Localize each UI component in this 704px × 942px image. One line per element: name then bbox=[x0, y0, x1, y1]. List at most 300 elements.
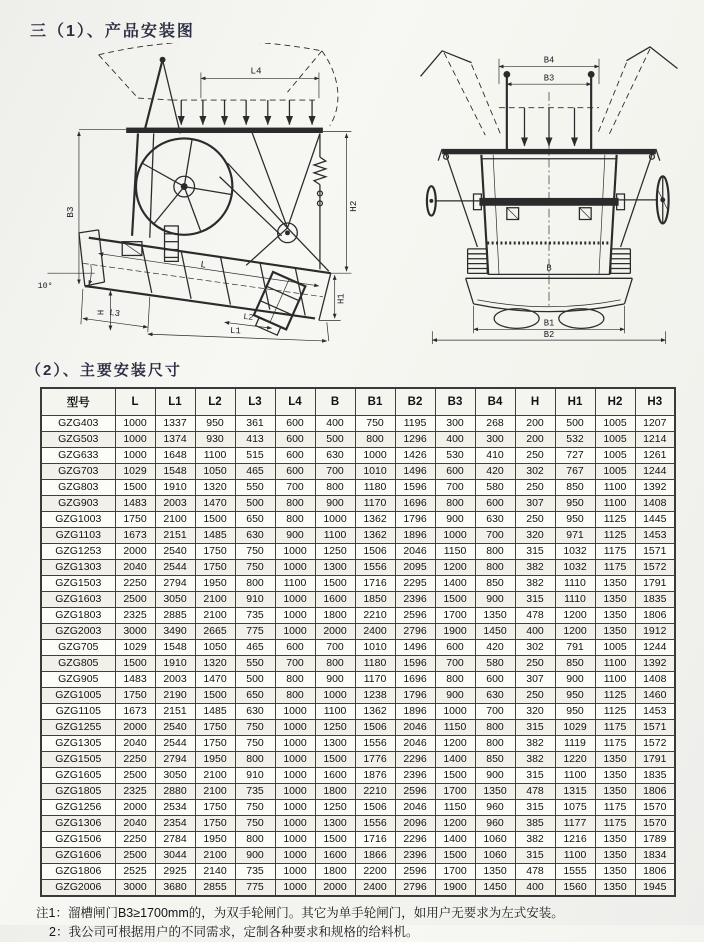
value-cell: 320 bbox=[515, 703, 555, 719]
value-cell: 600 bbox=[475, 671, 515, 687]
value-cell: 1250 bbox=[315, 799, 355, 815]
value-cell: 1750 bbox=[195, 735, 235, 751]
value-cell: 1700 bbox=[435, 863, 475, 879]
value-cell: 1362 bbox=[355, 527, 395, 543]
value-cell: 1374 bbox=[155, 431, 195, 447]
value-cell: 1150 bbox=[435, 719, 475, 735]
column-header: H1 bbox=[555, 388, 595, 415]
model-cell: GZG1306 bbox=[41, 815, 115, 831]
value-cell: 1555 bbox=[555, 863, 595, 879]
value-cell: 550 bbox=[235, 479, 275, 495]
value-cell: 302 bbox=[515, 639, 555, 655]
value-cell: 1100 bbox=[595, 479, 635, 495]
value-cell: 382 bbox=[515, 831, 555, 847]
value-cell: 1350 bbox=[595, 879, 635, 896]
value-cell: 1110 bbox=[555, 575, 595, 591]
column-header: L4 bbox=[275, 388, 315, 415]
value-cell: 850 bbox=[555, 479, 595, 495]
value-cell: 478 bbox=[515, 863, 555, 879]
value-cell: 420 bbox=[475, 463, 515, 479]
value-cell: 1460 bbox=[635, 687, 675, 703]
value-cell: 1214 bbox=[635, 431, 675, 447]
value-cell: 1100 bbox=[315, 527, 355, 543]
value-cell: 700 bbox=[315, 463, 355, 479]
value-cell: 1060 bbox=[475, 847, 515, 863]
value-cell: 1506 bbox=[355, 543, 395, 559]
value-cell: 630 bbox=[235, 703, 275, 719]
table-row bbox=[41, 527, 675, 543]
value-cell: 1900 bbox=[435, 623, 475, 639]
value-cell: 1320 bbox=[195, 479, 235, 495]
value-cell: 960 bbox=[475, 815, 515, 831]
value-cell: 1400 bbox=[435, 831, 475, 847]
value-cell: 1556 bbox=[355, 559, 395, 575]
value-cell: 1791 bbox=[635, 751, 675, 767]
model-cell: GZG705 bbox=[41, 639, 115, 655]
table-row bbox=[41, 783, 675, 799]
value-cell: 1207 bbox=[635, 415, 675, 431]
value-cell: 800 bbox=[475, 735, 515, 751]
value-cell: 3000 bbox=[115, 623, 155, 639]
mounting-deck bbox=[126, 100, 323, 133]
value-cell: 2295 bbox=[395, 575, 435, 591]
model-cell: GZG1305 bbox=[41, 735, 115, 751]
value-cell: 1866 bbox=[355, 847, 395, 863]
column-header: B3 bbox=[435, 388, 475, 415]
value-cell: 2200 bbox=[355, 863, 395, 879]
value-cell: 1195 bbox=[395, 415, 435, 431]
model-cell: GZG1806 bbox=[41, 863, 115, 879]
value-cell: 630 bbox=[475, 511, 515, 527]
value-cell: 600 bbox=[435, 639, 475, 655]
dim-label-b1: B1 bbox=[544, 318, 555, 328]
value-cell: 1175 bbox=[595, 735, 635, 751]
value-cell: 1596 bbox=[395, 479, 435, 495]
value-cell: 2040 bbox=[115, 559, 155, 575]
value-cell: 750 bbox=[235, 719, 275, 735]
value-cell: 1750 bbox=[195, 799, 235, 815]
value-cell: 800 bbox=[475, 559, 515, 575]
column-header: H2 bbox=[595, 388, 635, 415]
value-cell: 420 bbox=[475, 639, 515, 655]
value-cell: 3490 bbox=[155, 623, 195, 639]
model-cell: GZG1505 bbox=[41, 751, 115, 767]
value-cell: 2250 bbox=[115, 751, 155, 767]
table-row bbox=[41, 447, 675, 463]
value-cell: 1350 bbox=[475, 863, 515, 879]
value-cell: 1912 bbox=[635, 623, 675, 639]
value-cell: 900 bbox=[555, 671, 595, 687]
value-cell: 750 bbox=[355, 415, 395, 431]
value-cell: 1244 bbox=[635, 463, 675, 479]
value-cell: 2100 bbox=[195, 607, 235, 623]
value-cell: 1496 bbox=[395, 639, 435, 655]
value-cell: 2325 bbox=[115, 607, 155, 623]
value-cell: 2396 bbox=[395, 767, 435, 783]
value-cell: 1470 bbox=[195, 495, 235, 511]
value-cell: 382 bbox=[515, 559, 555, 575]
value-cell: 1950 bbox=[195, 831, 235, 847]
value-cell: 1408 bbox=[635, 671, 675, 687]
value-cell: 800 bbox=[435, 495, 475, 511]
value-cell: 1125 bbox=[595, 687, 635, 703]
value-cell: 727 bbox=[555, 447, 595, 463]
value-cell: 600 bbox=[275, 431, 315, 447]
table-row bbox=[41, 591, 675, 607]
value-cell: 580 bbox=[475, 655, 515, 671]
value-cell: 850 bbox=[475, 751, 515, 767]
value-cell: 900 bbox=[235, 847, 275, 863]
value-cell: 1362 bbox=[355, 703, 395, 719]
dim-label-h2: H2 bbox=[348, 201, 359, 212]
value-cell: 465 bbox=[235, 463, 275, 479]
value-cell: 1896 bbox=[395, 527, 435, 543]
value-cell: 1350 bbox=[595, 751, 635, 767]
model-cell: GZG1803 bbox=[41, 607, 115, 623]
value-cell: 1500 bbox=[115, 655, 155, 671]
value-cell: 2046 bbox=[395, 799, 435, 815]
value-cell: 1005 bbox=[595, 639, 635, 655]
value-cell: 1910 bbox=[155, 655, 195, 671]
value-cell: 1000 bbox=[275, 719, 315, 735]
value-cell: 1005 bbox=[595, 415, 635, 431]
model-cell: GZG1606 bbox=[41, 847, 115, 863]
value-cell: 1175 bbox=[595, 719, 635, 735]
dim-label-b: B bbox=[546, 263, 551, 273]
value-cell: 1700 bbox=[435, 607, 475, 623]
value-cell: 1876 bbox=[355, 767, 395, 783]
value-cell: 1506 bbox=[355, 799, 395, 815]
value-cell: 1029 bbox=[115, 463, 155, 479]
table-row bbox=[41, 559, 675, 575]
table-row bbox=[41, 751, 675, 767]
table-row bbox=[41, 495, 675, 511]
value-cell: 1000 bbox=[275, 831, 315, 847]
model-cell: GZG903 bbox=[41, 495, 115, 511]
column-header: H3 bbox=[635, 388, 675, 415]
value-cell: 1337 bbox=[155, 415, 195, 431]
value-cell: 1175 bbox=[595, 559, 635, 575]
value-cell: 1350 bbox=[595, 767, 635, 783]
value-cell: 1000 bbox=[115, 415, 155, 431]
model-cell: GZG1253 bbox=[41, 543, 115, 559]
table-body bbox=[41, 415, 675, 896]
value-cell: 1700 bbox=[435, 783, 475, 799]
value-cell: 1571 bbox=[635, 719, 675, 735]
value-cell: 1296 bbox=[395, 431, 435, 447]
motor bbox=[250, 272, 305, 338]
value-cell: 1408 bbox=[635, 495, 675, 511]
value-cell: 1776 bbox=[355, 751, 395, 767]
value-cell: 960 bbox=[475, 799, 515, 815]
value-cell: 250 bbox=[515, 479, 555, 495]
table-row bbox=[41, 575, 675, 591]
value-cell: 1100 bbox=[555, 847, 595, 863]
value-cell: 650 bbox=[235, 687, 275, 703]
value-cell: 1750 bbox=[115, 687, 155, 703]
installation-diagrams bbox=[28, 43, 682, 347]
value-cell: 1170 bbox=[355, 671, 395, 687]
value-cell: 2544 bbox=[155, 735, 195, 751]
value-cell: 1150 bbox=[435, 543, 475, 559]
model-cell: GZG1105 bbox=[41, 703, 115, 719]
model-cell: GZG1255 bbox=[41, 719, 115, 735]
value-cell: 3680 bbox=[155, 879, 195, 896]
value-cell: 1350 bbox=[595, 623, 635, 639]
page-title: 三（1）、产品安装图 bbox=[30, 18, 688, 41]
value-cell: 382 bbox=[515, 735, 555, 751]
value-cell: 1175 bbox=[595, 799, 635, 815]
value-cell: 1453 bbox=[635, 527, 675, 543]
value-cell: 900 bbox=[435, 511, 475, 527]
model-cell: GZG1256 bbox=[41, 799, 115, 815]
value-cell: 1600 bbox=[315, 591, 355, 607]
value-cell: 1125 bbox=[595, 511, 635, 527]
table-row bbox=[41, 511, 675, 527]
value-cell: 315 bbox=[515, 543, 555, 559]
value-cell: 1450 bbox=[475, 879, 515, 896]
value-cell: 800 bbox=[275, 511, 315, 527]
column-header: L2 bbox=[195, 388, 235, 415]
value-cell: 268 bbox=[475, 415, 515, 431]
value-cell: 900 bbox=[475, 591, 515, 607]
value-cell: 2296 bbox=[395, 831, 435, 847]
value-cell: 2000 bbox=[315, 623, 355, 639]
value-cell: 1696 bbox=[395, 495, 435, 511]
value-cell: 1426 bbox=[395, 447, 435, 463]
value-cell: 1125 bbox=[595, 527, 635, 543]
value-cell: 1000 bbox=[275, 815, 315, 831]
value-cell: 700 bbox=[315, 639, 355, 655]
model-cell: GZG703 bbox=[41, 463, 115, 479]
value-cell: 532 bbox=[555, 431, 595, 447]
value-cell: 900 bbox=[315, 671, 355, 687]
value-cell: 600 bbox=[435, 463, 475, 479]
value-cell: 1180 bbox=[355, 479, 395, 495]
value-cell: 1200 bbox=[435, 735, 475, 751]
value-cell: 478 bbox=[515, 607, 555, 623]
section-subtitle: （2）、主要安装尺寸 bbox=[26, 359, 688, 380]
value-cell: 1900 bbox=[435, 879, 475, 896]
value-cell: 1400 bbox=[435, 751, 475, 767]
value-cell: 2885 bbox=[155, 607, 195, 623]
value-cell: 1050 bbox=[195, 639, 235, 655]
value-cell: 1945 bbox=[635, 879, 675, 896]
value-cell: 400 bbox=[515, 623, 555, 639]
dim-label-l2: L2 bbox=[243, 312, 254, 323]
value-cell: 302 bbox=[515, 463, 555, 479]
dimension-table bbox=[40, 387, 676, 897]
value-cell: 800 bbox=[315, 655, 355, 671]
value-cell: 1175 bbox=[595, 815, 635, 831]
value-cell: 1548 bbox=[155, 463, 195, 479]
table-row bbox=[41, 431, 675, 447]
dim-l1 bbox=[148, 322, 329, 341]
value-cell: 1556 bbox=[355, 735, 395, 751]
value-cell: 2325 bbox=[115, 783, 155, 799]
value-cell: 1548 bbox=[155, 639, 195, 655]
table-row bbox=[41, 863, 675, 879]
value-cell: 1800 bbox=[315, 863, 355, 879]
value-cell: 400 bbox=[315, 415, 355, 431]
value-cell: 600 bbox=[275, 463, 315, 479]
table-row bbox=[41, 655, 675, 671]
value-cell: 1170 bbox=[355, 495, 395, 511]
table-row bbox=[41, 623, 675, 639]
table-row bbox=[41, 703, 675, 719]
value-cell: 1000 bbox=[435, 703, 475, 719]
value-cell: 767 bbox=[555, 463, 595, 479]
value-cell: 2925 bbox=[155, 863, 195, 879]
value-cell: 1483 bbox=[115, 495, 155, 511]
value-cell: 2596 bbox=[395, 783, 435, 799]
column-header: L1 bbox=[155, 388, 195, 415]
value-cell: 1000 bbox=[275, 543, 315, 559]
dim-label-b4: B4 bbox=[544, 56, 555, 66]
value-cell: 400 bbox=[515, 879, 555, 896]
value-cell: 1500 bbox=[315, 831, 355, 847]
table-row bbox=[41, 639, 675, 655]
column-header: B4 bbox=[475, 388, 515, 415]
value-cell: 800 bbox=[315, 479, 355, 495]
dim-label-h: H bbox=[97, 310, 107, 315]
value-cell: 1572 bbox=[635, 559, 675, 575]
value-cell: 1300 bbox=[315, 735, 355, 751]
value-cell: 1570 bbox=[635, 815, 675, 831]
value-cell: 315 bbox=[515, 799, 555, 815]
model-cell: GZG1605 bbox=[41, 767, 115, 783]
value-cell: 1005 bbox=[595, 463, 635, 479]
value-cell: 580 bbox=[475, 479, 515, 495]
table-row bbox=[41, 831, 675, 847]
value-cell: 1216 bbox=[555, 831, 595, 847]
model-cell: GZG633 bbox=[41, 447, 115, 463]
value-cell: 1060 bbox=[475, 831, 515, 847]
value-cell: 2500 bbox=[115, 767, 155, 783]
value-cell: 2400 bbox=[355, 623, 395, 639]
value-cell: 1010 bbox=[355, 463, 395, 479]
model-cell: GZG2006 bbox=[41, 879, 115, 896]
value-cell: 315 bbox=[515, 767, 555, 783]
dim-l3 bbox=[81, 289, 150, 332]
model-cell: GZG803 bbox=[41, 479, 115, 495]
value-cell: 900 bbox=[275, 527, 315, 543]
value-cell: 630 bbox=[475, 687, 515, 703]
value-cell: 2095 bbox=[395, 559, 435, 575]
value-cell: 800 bbox=[435, 671, 475, 687]
value-cell: 2534 bbox=[155, 799, 195, 815]
value-cell: 910 bbox=[235, 767, 275, 783]
value-cell: 1392 bbox=[635, 655, 675, 671]
value-cell: 1500 bbox=[195, 687, 235, 703]
value-cell: 1350 bbox=[595, 783, 635, 799]
value-cell: 800 bbox=[275, 671, 315, 687]
value-cell: 2540 bbox=[155, 719, 195, 735]
value-cell: 1500 bbox=[435, 591, 475, 607]
value-cell: 1000 bbox=[275, 863, 315, 879]
value-cell: 200 bbox=[515, 415, 555, 431]
value-cell: 850 bbox=[475, 575, 515, 591]
value-cell: 1896 bbox=[395, 703, 435, 719]
side-view-diagram bbox=[28, 43, 364, 343]
value-cell: 1244 bbox=[635, 639, 675, 655]
value-cell: 1450 bbox=[475, 623, 515, 639]
value-cell: 2596 bbox=[395, 607, 435, 623]
table-row bbox=[41, 415, 675, 431]
column-header: L3 bbox=[235, 388, 275, 415]
value-cell: 2400 bbox=[355, 879, 395, 896]
table-row bbox=[41, 879, 675, 896]
value-cell: 2100 bbox=[155, 511, 195, 527]
value-cell: 2354 bbox=[155, 815, 195, 831]
value-cell: 1470 bbox=[195, 671, 235, 687]
value-cell: 500 bbox=[235, 495, 275, 511]
value-cell: 950 bbox=[555, 495, 595, 511]
value-cell: 307 bbox=[515, 495, 555, 511]
value-cell: 1000 bbox=[275, 799, 315, 815]
value-cell: 1791 bbox=[635, 575, 675, 591]
column-header: 型号 bbox=[41, 388, 115, 415]
value-cell: 465 bbox=[235, 639, 275, 655]
value-cell: 700 bbox=[435, 655, 475, 671]
value-cell: 1000 bbox=[315, 687, 355, 703]
value-cell: 550 bbox=[235, 655, 275, 671]
value-cell: 2210 bbox=[355, 607, 395, 623]
value-cell: 1010 bbox=[355, 639, 395, 655]
model-cell: GZG1003 bbox=[41, 511, 115, 527]
value-cell: 1560 bbox=[555, 879, 595, 896]
value-cell: 1005 bbox=[595, 431, 635, 447]
value-cell: 1673 bbox=[115, 703, 155, 719]
value-cell: 800 bbox=[475, 543, 515, 559]
value-cell: 478 bbox=[515, 783, 555, 799]
value-cell: 1350 bbox=[475, 607, 515, 623]
value-cell: 3050 bbox=[155, 767, 195, 783]
hopper-outline-dashed bbox=[99, 43, 338, 126]
value-cell: 1315 bbox=[555, 783, 595, 799]
value-cell: 1350 bbox=[595, 863, 635, 879]
model-cell: GZG1103 bbox=[41, 527, 115, 543]
value-cell: 950 bbox=[555, 687, 595, 703]
model-cell: GZG1603 bbox=[41, 591, 115, 607]
value-cell: 910 bbox=[235, 591, 275, 607]
value-cell: 1716 bbox=[355, 575, 395, 591]
value-cell: 1000 bbox=[275, 847, 315, 863]
value-cell: 1800 bbox=[315, 607, 355, 623]
value-cell: 1800 bbox=[315, 783, 355, 799]
value-cell: 1150 bbox=[435, 799, 475, 815]
value-cell: 1910 bbox=[155, 479, 195, 495]
dim-label-h1: H1 bbox=[337, 293, 347, 304]
value-cell: 1350 bbox=[475, 783, 515, 799]
value-cell: 2665 bbox=[195, 623, 235, 639]
value-cell: 200 bbox=[515, 431, 555, 447]
value-cell: 1000 bbox=[435, 527, 475, 543]
value-cell: 1000 bbox=[275, 559, 315, 575]
value-cell: 1000 bbox=[275, 735, 315, 751]
value-cell: 750 bbox=[235, 559, 275, 575]
value-cell: 1571 bbox=[635, 543, 675, 559]
value-cell: 2796 bbox=[395, 879, 435, 896]
model-cell: GZG503 bbox=[41, 431, 115, 447]
value-cell: 2784 bbox=[155, 831, 195, 847]
value-cell: 1750 bbox=[195, 559, 235, 575]
value-cell: 1716 bbox=[355, 831, 395, 847]
value-cell: 413 bbox=[235, 431, 275, 447]
table-row bbox=[41, 671, 675, 687]
value-cell: 315 bbox=[515, 847, 555, 863]
value-cell: 1200 bbox=[435, 559, 475, 575]
